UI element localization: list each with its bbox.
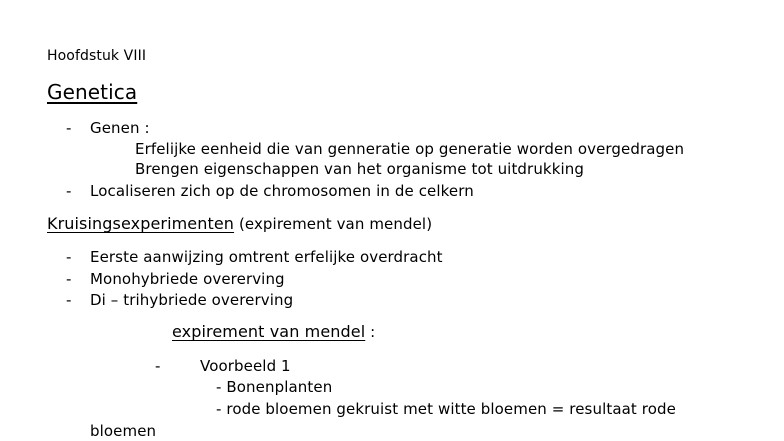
mendel-heading: expirement van mendel (172, 322, 366, 341)
bullet-dash: - (66, 291, 72, 309)
voorbeeld-line: - rode bloemen gekruist met witte bloemen = resultaat rode (216, 400, 676, 418)
genen-definition-2: Brengen eigenschappen van het organisme tot uitdrukking (135, 160, 584, 178)
voorbeeld-label: Voorbeeld 1 (200, 357, 291, 375)
list-item: Monohybriede overerving (90, 270, 285, 288)
bullet-dash: - (66, 248, 72, 266)
genen-definition-1: Erfelijke eenheid die van genneratie op generatie worden overgedragen (135, 140, 685, 158)
list-item: Eerste aanwijzing omtrent erfelijke overdracht (90, 248, 443, 266)
chapter-label: Hoofdstuk VIII (47, 48, 147, 64)
mendel-heading-row (172, 322, 375, 342)
voorbeeld-line: bloemen (90, 422, 157, 440)
bullet-dash: - (66, 182, 72, 200)
voorbeeld-line: - Bonenplanten (216, 378, 333, 396)
localiseren-text: Localiseren zich op de chromosomen in de celkern (90, 182, 474, 200)
list-item: Di – trihybriede overerving (90, 291, 294, 309)
kruising-heading-suffix: (expirement van mendel) (238, 215, 433, 233)
section-heading-row (47, 214, 432, 234)
bullet-dash: - (66, 270, 72, 288)
kruising-heading: Kruisingsexperimenten (47, 214, 235, 233)
page-title: Genetica (47, 80, 138, 104)
mendel-heading-colon: : (370, 323, 376, 341)
bullet-dash: - (66, 119, 72, 137)
genen-label: Genen : (90, 119, 150, 137)
bullet-dash: - (155, 357, 161, 375)
